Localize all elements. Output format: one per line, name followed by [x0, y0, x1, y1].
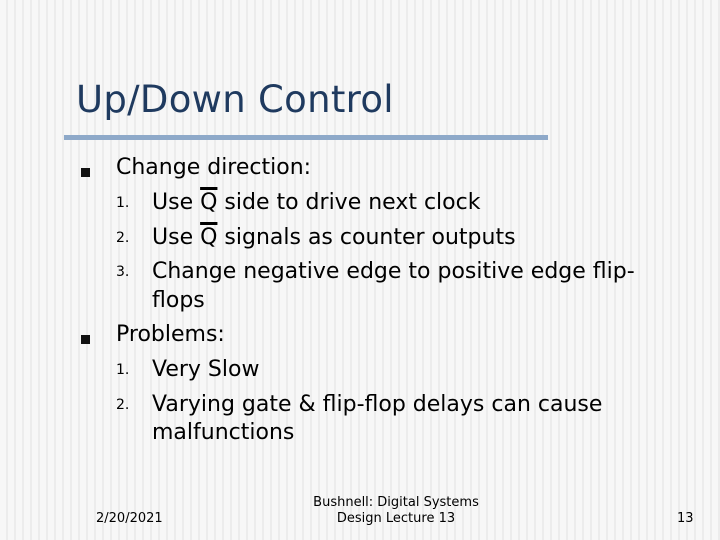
bullet-heading-change-direction: Change direction:	[116, 155, 312, 180]
bullet-marker	[81, 168, 90, 177]
sub-item-text	[152, 190, 480, 216]
sub-item-text	[152, 225, 516, 251]
sub-item-number: 2.	[116, 230, 130, 246]
slide-title: Up/Down Control	[76, 78, 394, 121]
sub-item-text-continuation: malfunctions	[152, 420, 295, 445]
sub-item-number: 1.	[116, 362, 130, 378]
text-segment: signals as counter outputs	[217, 225, 516, 250]
bullet-marker	[81, 335, 90, 344]
overlined-q-symbol: $\overline{Q}$	[200, 225, 218, 250]
sub-item-number: 3.	[116, 264, 130, 280]
sub-item-text-continuation: flops	[152, 288, 205, 313]
sub-item-number: 2.	[116, 397, 130, 413]
sub-item-text: Varying gate & flip-flop delays can cause	[152, 392, 603, 417]
text-segment: Use	[152, 225, 201, 250]
bullet-heading-problems: Problems:	[116, 322, 225, 347]
text-segment: side to drive next clock	[217, 190, 481, 215]
footer-page-number: 13	[677, 511, 694, 526]
footer-title	[266, 495, 526, 527]
footer-title-line2: Design Lecture 13	[336, 511, 456, 526]
footer-title-line1: Bushnell: Digital Systems	[313, 495, 479, 510]
text-segment: Use	[152, 190, 201, 215]
sub-item-text: Change negative edge to positive edge flip-	[152, 259, 635, 284]
footer-date: 2/20/2021	[96, 511, 163, 526]
overlined-q-symbol: $\overline{Q}$	[200, 190, 218, 215]
sub-item-text: Very Slow	[152, 357, 260, 382]
sub-item-number: 1.	[116, 195, 130, 211]
